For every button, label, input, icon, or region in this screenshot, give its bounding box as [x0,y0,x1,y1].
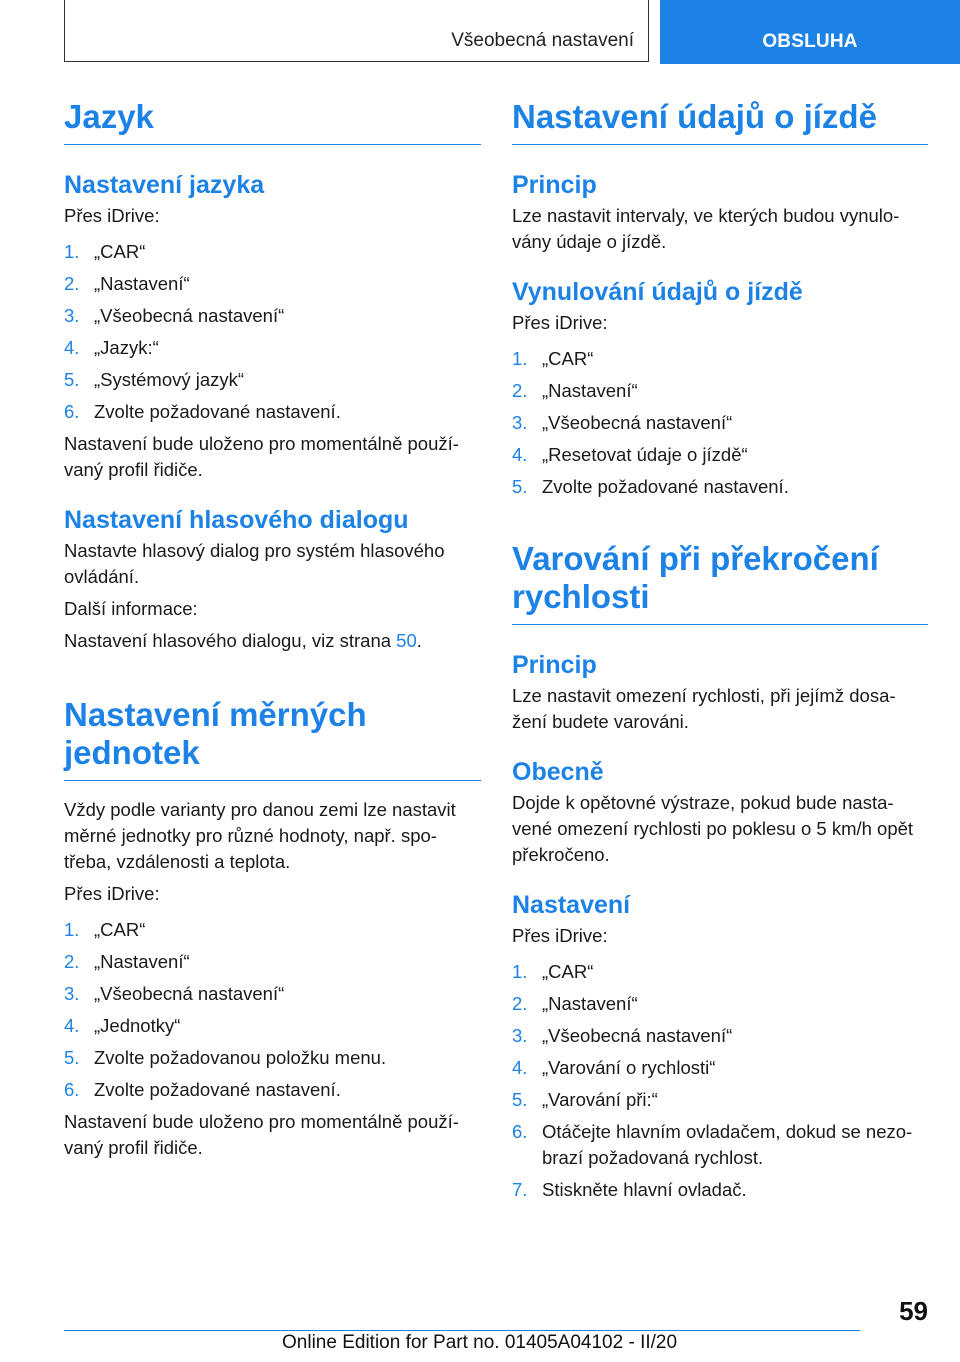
paragraph [64,431,481,483]
steps-list-speed-warning [512,959,928,1203]
step-text: „Nastavení“ [94,273,190,294]
step-number: 3. [512,412,528,433]
heading-hlasovy-dialog: Nastavení hlasového dialogu [64,506,409,534]
step-text: „Jazyk:“ [94,337,159,358]
heading-obecne: Obecně [512,758,604,786]
list-item [512,410,928,436]
line: vaný profil řidiče. [64,1137,203,1158]
line: žení budete varováni. [512,711,689,732]
list-item [64,1045,481,1071]
line: rychlosti [512,578,650,615]
heading-varovani-rychlost [512,540,928,625]
list-item [64,303,481,329]
line: vené omezení rychlosti po poklesu o 5 km/h opět [512,818,914,839]
step-number: 1. [512,348,528,369]
chapter-tab-label: OBSLUHA [762,31,858,52]
footer-rule [64,1330,860,1331]
steps-list-language [64,239,481,425]
step-number: 4. [64,337,80,358]
list-item [64,949,481,975]
step-text: Zvolte požadované nastavení. [94,1079,341,1100]
paragraph: Přes iDrive: [64,883,160,904]
list-item [512,1119,928,1171]
step-number: 5. [512,476,528,497]
list-item [512,346,928,372]
line: překročeno. [512,844,610,865]
steps-list-units [64,917,481,1103]
section-header [64,0,649,62]
step-text: „Všeobecná nastavení“ [542,1025,733,1046]
heading-nastaveni: Nastavení [512,891,631,919]
paragraph [512,790,928,868]
step-number: 4. [64,1015,80,1036]
paragraph [64,797,481,875]
list-item [512,378,928,404]
step-text: „Všeobecná nastavení“ [94,983,285,1004]
list-item [512,474,928,500]
line: měrné jednotky pro různé hodnoty, např. spo‐ [64,825,437,846]
line: Nastavení měrných [64,696,367,733]
line: vány údaje o jízdě. [512,231,667,252]
footer-edition: Online Edition for Part no. 01405A04102 - II/20 [282,1332,678,1353]
paragraph [512,683,928,735]
list-item [512,991,928,1017]
page-link[interactable]: 50 [396,630,417,651]
step-text: „Všeobecná nastavení“ [542,412,733,433]
heading-udaje-o-jizde: Nastavení údajů o jízdě [512,98,928,145]
list-item [64,917,481,943]
step-text: Zvolte požadované nastavení. [542,476,789,497]
step-text: Zvolte požadované nastavení. [94,401,341,422]
step-number: 5. [64,369,80,390]
step-number: 1. [64,241,80,262]
step-number: 6. [512,1121,528,1142]
paragraph: Přes iDrive: [512,925,608,946]
paragraph: Přes iDrive: [64,205,160,226]
step-number: 2. [64,951,80,972]
list-item [512,1087,928,1113]
page-header [64,0,960,64]
step-text: „CAR“ [542,961,594,982]
step-number: 2. [64,273,80,294]
line: Varování při překročení [512,540,879,577]
list-item [64,1013,481,1039]
step-number: 1. [512,961,528,982]
paragraph [512,203,928,255]
line: třeba, vzdálenosti a teplota. [64,851,291,872]
heading-nastaveni-jazyka: Nastavení jazyka [64,171,265,199]
step-text: Otáčejte hlavním ovladačem, dokud se nezo‐ [542,1121,913,1142]
step-number: 6. [64,401,80,422]
section-title: Všeobecná nastavení [451,30,634,51]
step-number: 3. [64,983,80,1004]
list-item [512,1177,928,1203]
right-column [512,98,928,1203]
list-item [64,1077,481,1103]
line: jednotek [64,734,200,771]
list-item [64,335,481,361]
step-number: 3. [64,305,80,326]
step-text: „CAR“ [94,241,146,262]
line: Nastavení bude uloženo pro momentálně použí‐ [64,433,459,454]
step-text: „Resetovat údaje o jízdě“ [542,444,748,465]
step-number: 1. [64,919,80,940]
line: Lze nastavit intervaly, ve kterých budou vynulo‐ [512,205,900,226]
step-text: „CAR“ [94,919,146,940]
step-number: 4. [512,1057,528,1078]
line: Nastavení bude uloženo pro momentálně použí‐ [64,1111,459,1132]
step-number: 3. [512,1025,528,1046]
step-number: 7. [512,1179,528,1200]
heading-princip: Princip [512,171,597,199]
line: Dojde k opětovné výstraze, pokud bude nasta‐ [512,792,894,813]
list-item [64,367,481,393]
paragraph [64,628,481,654]
heading-merne-jednotky [64,696,481,781]
step-text: „Nastavení“ [542,380,638,401]
step-text: „Jednotky“ [94,1015,181,1036]
paragraph [64,1109,481,1161]
step-number: 5. [512,1089,528,1110]
line: Lze nastavit omezení rychlosti, při jejímž dosa‐ [512,685,896,706]
page-number: 59 [899,1296,928,1326]
step-text: brazí požadovaná rychlost. [542,1147,764,1168]
list-item [512,1055,928,1081]
step-text: Stiskněte hlavní ovladač. [542,1179,747,1200]
list-item [64,239,481,265]
step-number: 2. [512,993,528,1014]
paragraph [64,538,481,590]
list-item [512,1023,928,1049]
line: Nastavení hlasového dialogu, viz strana [64,630,397,651]
step-number: 5. [64,1047,80,1068]
paragraph: Přes iDrive: [512,312,608,333]
line: Nastavte hlasový dialog pro systém hlasového [64,540,445,561]
heading-jazyk: Jazyk [64,98,481,145]
list-item [64,981,481,1007]
step-number: 2. [512,380,528,401]
left-column [64,98,481,1161]
list-item [512,959,928,985]
line: ovládání. [64,566,140,587]
step-text: „Systémový jazyk“ [94,369,245,390]
list-item [64,271,481,297]
steps-list-trip-reset [512,346,928,500]
line: vaný profil řidiče. [64,459,203,480]
step-text: „Varování o rychlosti“ [542,1057,716,1078]
step-number: 4. [512,444,528,465]
heading-princip: Princip [512,651,597,679]
paragraph: Další informace: [64,598,198,619]
line: . [416,630,422,651]
list-item [512,442,928,468]
step-text: „CAR“ [542,348,594,369]
line: Vždy podle varianty pro danou zemi lze nastavit [64,799,456,820]
chapter-tab[interactable] [660,0,960,64]
list-item [64,399,481,425]
step-text: „Varování při:“ [542,1089,658,1110]
step-text: Zvolte požadovanou položku menu. [94,1047,387,1068]
step-text: „Nastavení“ [94,951,190,972]
step-text: „Nastavení“ [542,993,638,1014]
heading-vynulovani: Vynulování údajů o jízdě [512,278,803,306]
step-text: „Všeobecná nastavení“ [94,305,285,326]
step-number: 6. [64,1079,80,1100]
